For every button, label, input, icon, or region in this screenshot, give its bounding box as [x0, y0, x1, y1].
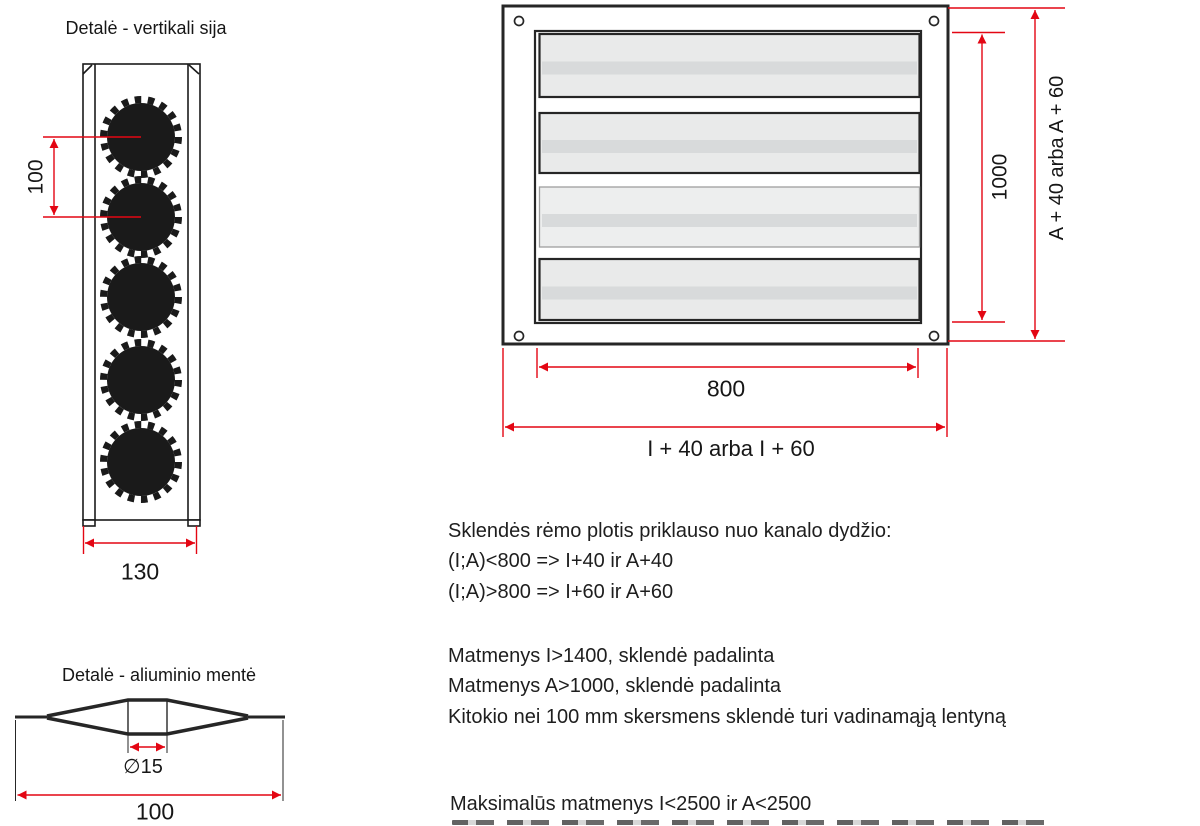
note-split-length: Matmenys I>1400, sklendė padalinta — [448, 645, 775, 667]
note-frame-rule-large: (I;A)>800 => I+60 ir A+60 — [448, 581, 674, 603]
louver-inner-height-dimension: 1000 — [988, 153, 1012, 201]
cropped-text-artifact — [452, 820, 1052, 825]
note-frame-rule-title: Sklendės rėmo plotis priklauso nuo kanalo dydžio: — [448, 520, 892, 542]
vertical-beam-diagram — [0, 0, 300, 600]
slat — [540, 187, 920, 247]
slat — [540, 259, 920, 320]
blade-detail-title: Detalė - aliuminio mentė — [61, 665, 257, 685]
note-split-height: Matmenys A>1000, sklendė padalinta — [448, 675, 781, 697]
beam-spacing-dimension: 100 — [24, 159, 48, 195]
louver-outer-width-dimension: I + 40 arba I + 60 — [647, 436, 815, 461]
slat — [540, 113, 920, 173]
louver-front-view — [495, 0, 1080, 470]
note-max-dimensions: Maksimalūs matmenys I<2500 ir A<2500 — [450, 793, 812, 815]
slat — [540, 34, 920, 97]
note-frame-rule-small: (I;A)<800 => I+40 ir A+40 — [448, 550, 674, 572]
louver-outer-height-dimension: A + 40 arba A + 60 — [1046, 75, 1068, 241]
screw-hole-icon — [515, 17, 524, 26]
blade-width-dimension: 100 — [135, 798, 175, 825]
blade-shaft-dimension: ∅15 — [123, 756, 163, 778]
beam-detail-title: Detalė - vertikali sija — [65, 18, 227, 38]
note-shelf-rule: Kitokio nei 100 mm skersmens sklendė turi vadinamąją lentyną — [448, 706, 1007, 728]
blade-profile — [15, 700, 285, 801]
screw-hole-icon — [515, 332, 524, 341]
screw-hole-icon — [930, 332, 939, 341]
beam-width-dimension: 130 — [120, 558, 160, 585]
screw-hole-icon — [930, 17, 939, 26]
louver-inner-width-dimension: 800 — [706, 375, 746, 402]
